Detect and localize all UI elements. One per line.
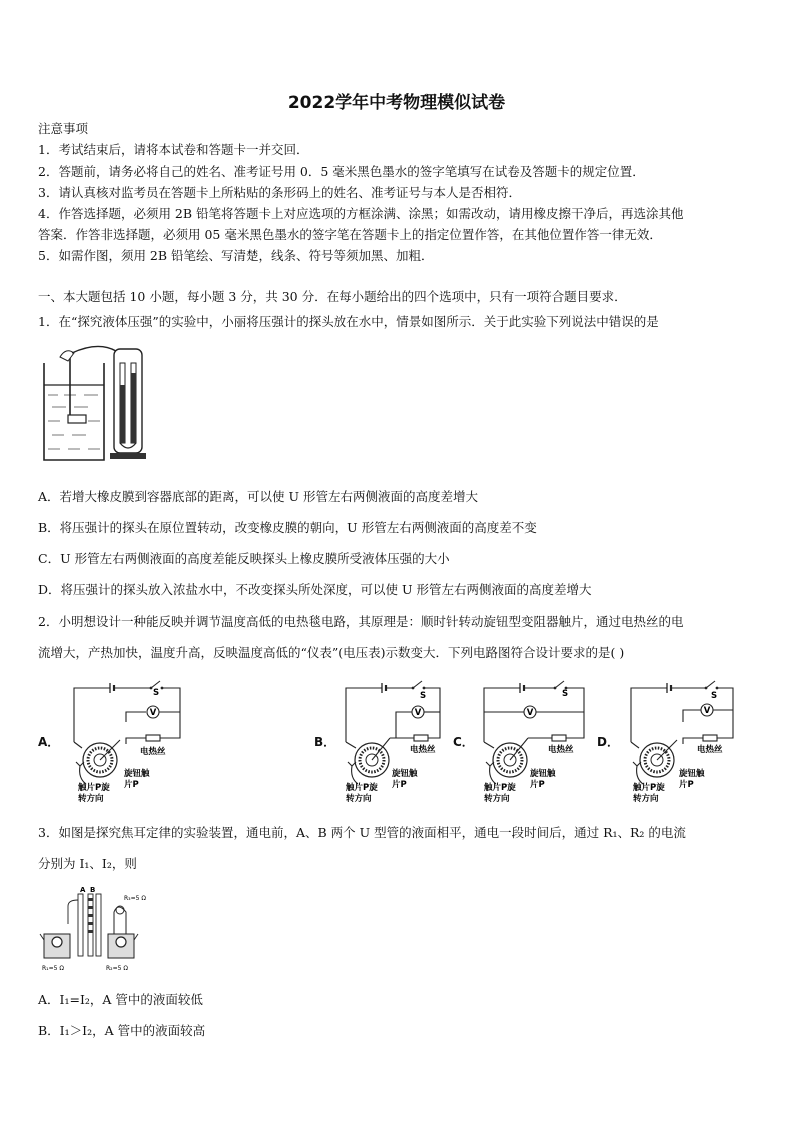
rotate-label-a2: 转方向: [78, 794, 104, 804]
rotate-label-c2: 转方向: [484, 794, 510, 804]
voltmeter-label-a: V: [149, 708, 157, 718]
note-4-cont: 答案．作答非选择题，必须用 05 毫米黑色墨水的签字笔在答题卡上的指定位置作答，在其他位置作答一律无效．: [38, 227, 662, 242]
q3-label-b: B: [90, 886, 96, 894]
knob-label-a2: 片P: [124, 780, 139, 790]
q2-option-c-letter: C．: [453, 735, 474, 749]
notes-heading: 注意事项: [38, 121, 89, 136]
heater-label-b: 电热丝: [410, 745, 436, 755]
rotate-label-c1: 触片P旋: [484, 783, 516, 793]
q1-stem: 1．在“探究液体压强”的实验中，小丽将压强计的探头放在水中，情景如图所示．关于此实验下列说法中错误的是: [38, 314, 659, 329]
q1-option-d: D．将压强计的探头放入浓盐水中，不改变探头所处深度，可以使 U 形管左右两侧液面的高度差增大: [38, 582, 592, 597]
knob-label-d2: 片P: [679, 780, 694, 790]
knob-label-b1: 旋钮触: [392, 769, 418, 779]
note-4: 4．作答选择题，必须用 2B 铅笔将答题卡上对应选项的方框涂满、涂黑；如需改动，请用橡皮擦干净后，再选涂其他: [38, 206, 684, 221]
knob-label-b2: 片P: [392, 780, 407, 790]
q2-circuit-d: [617, 682, 747, 807]
rotate-label-a1: 触片P旋: [78, 783, 110, 793]
knob-label-c2: 片P: [530, 780, 545, 790]
knob-label-c1: 旋钮触: [530, 769, 556, 779]
q3-stem-line1: 3．如图是探究焦耳定律的实验装置，通电前，A、B 两个 U 型管的液面相平，通电一段时间后，通过 R₁、R₂ 的电流: [38, 825, 686, 840]
note-1: 1．考试结束后，请将本试卷和答题卡一并交回．: [38, 142, 309, 157]
q3-joule-law-figure: [38, 884, 148, 979]
rotate-label-d1: 触片P旋: [633, 783, 665, 793]
q1-option-b: B．将压强计的探头在原位置转动，改变橡皮膜的朝向，U 形管左右两侧液面的高度差不变: [38, 520, 537, 535]
q2-option-d-letter: D．: [597, 735, 619, 749]
voltmeter-label-c: V: [526, 708, 534, 718]
note-5: 5．如需作图，须用 2B 铅笔绘、写清楚，线条、符号等须加黑、加粗．: [38, 248, 434, 263]
q3-option-b: B．I₁＞I₂，A 管中的液面较高: [38, 1023, 206, 1038]
q3-stem-line2: 分别为 I₁、I₂，则: [38, 856, 137, 871]
note-2: 2．答题前，请务必将自己的姓名、准考证号用 0．5 毫米黑色墨水的签字笔填写在试卷及答题卡的规定位置．: [38, 164, 645, 179]
page-title: 2022学年中考物理模似试卷: [287, 93, 506, 113]
rotate-label-b1: 触片P旋: [346, 783, 378, 793]
switch-label-b: S: [420, 691, 427, 701]
switch-label-a: S: [153, 688, 160, 698]
switch-label-d: S: [711, 691, 718, 701]
q2-circuit-b: [332, 682, 452, 807]
heater-label-d: 电热丝: [697, 745, 723, 755]
heater-label-a: 电热丝: [140, 747, 166, 757]
rotate-label-d2: 转方向: [633, 794, 659, 804]
q2-circuit-a: [60, 682, 195, 807]
section-heading: 一、本大题包括 10 小题，每小题 3 分，共 30 分．在每小题给出的四个选项中，只有一项符合题目要求．: [38, 289, 627, 304]
q2-stem-line1: 2．小明想设计一种能反映并调节温度高低的电热毯电路，其原理是：顺时针转动旋钮型变阻器触片，通过电热丝的电: [38, 614, 684, 629]
q2-option-a-letter: A．: [38, 735, 60, 749]
q1-option-a: A．若增大橡皮膜到容器底部的距离，可以使 U 形管左右两侧液面的高度差增大: [38, 489, 479, 504]
note-3: 3．请认真核对监考员在答题卡上所粘贴的条形码上的姓名、准考证号与本人是否相符．: [38, 185, 521, 200]
q3-label-a: A: [80, 886, 86, 894]
q2-circuit-c: [470, 682, 595, 807]
knob-label-a1: 旋钮触: [124, 769, 150, 779]
knob-label-d1: 旋钮触: [679, 769, 705, 779]
q3-option-a: A．I₁=I₂，A 管中的液面较低: [38, 992, 203, 1007]
q3-label-r2: R₂=5 Ω: [106, 965, 128, 972]
heater-label-c: 电热丝: [548, 745, 574, 755]
voltmeter-label-d: V: [703, 706, 711, 716]
rotate-label-b2: 转方向: [346, 794, 372, 804]
switch-label-c: S: [562, 689, 569, 699]
q1-pressure-gauge-figure: [38, 345, 158, 465]
q2-stem-line2: 流增大，产热加快，温度升高，反映温度高低的“仪表”(电压表)示数变大．下列电路图符合设计要求的是( ): [38, 645, 625, 660]
q1-option-c: C．U 形管左右两侧液面的高度差能反映探头上橡皮膜所受液体压强的大小: [38, 551, 450, 566]
q3-label-r3: R₃=5 Ω: [124, 895, 146, 902]
voltmeter-label-b: V: [414, 708, 422, 718]
q3-label-r1: R₁=5 Ω: [42, 965, 64, 972]
q2-option-b-letter: B．: [314, 735, 336, 749]
